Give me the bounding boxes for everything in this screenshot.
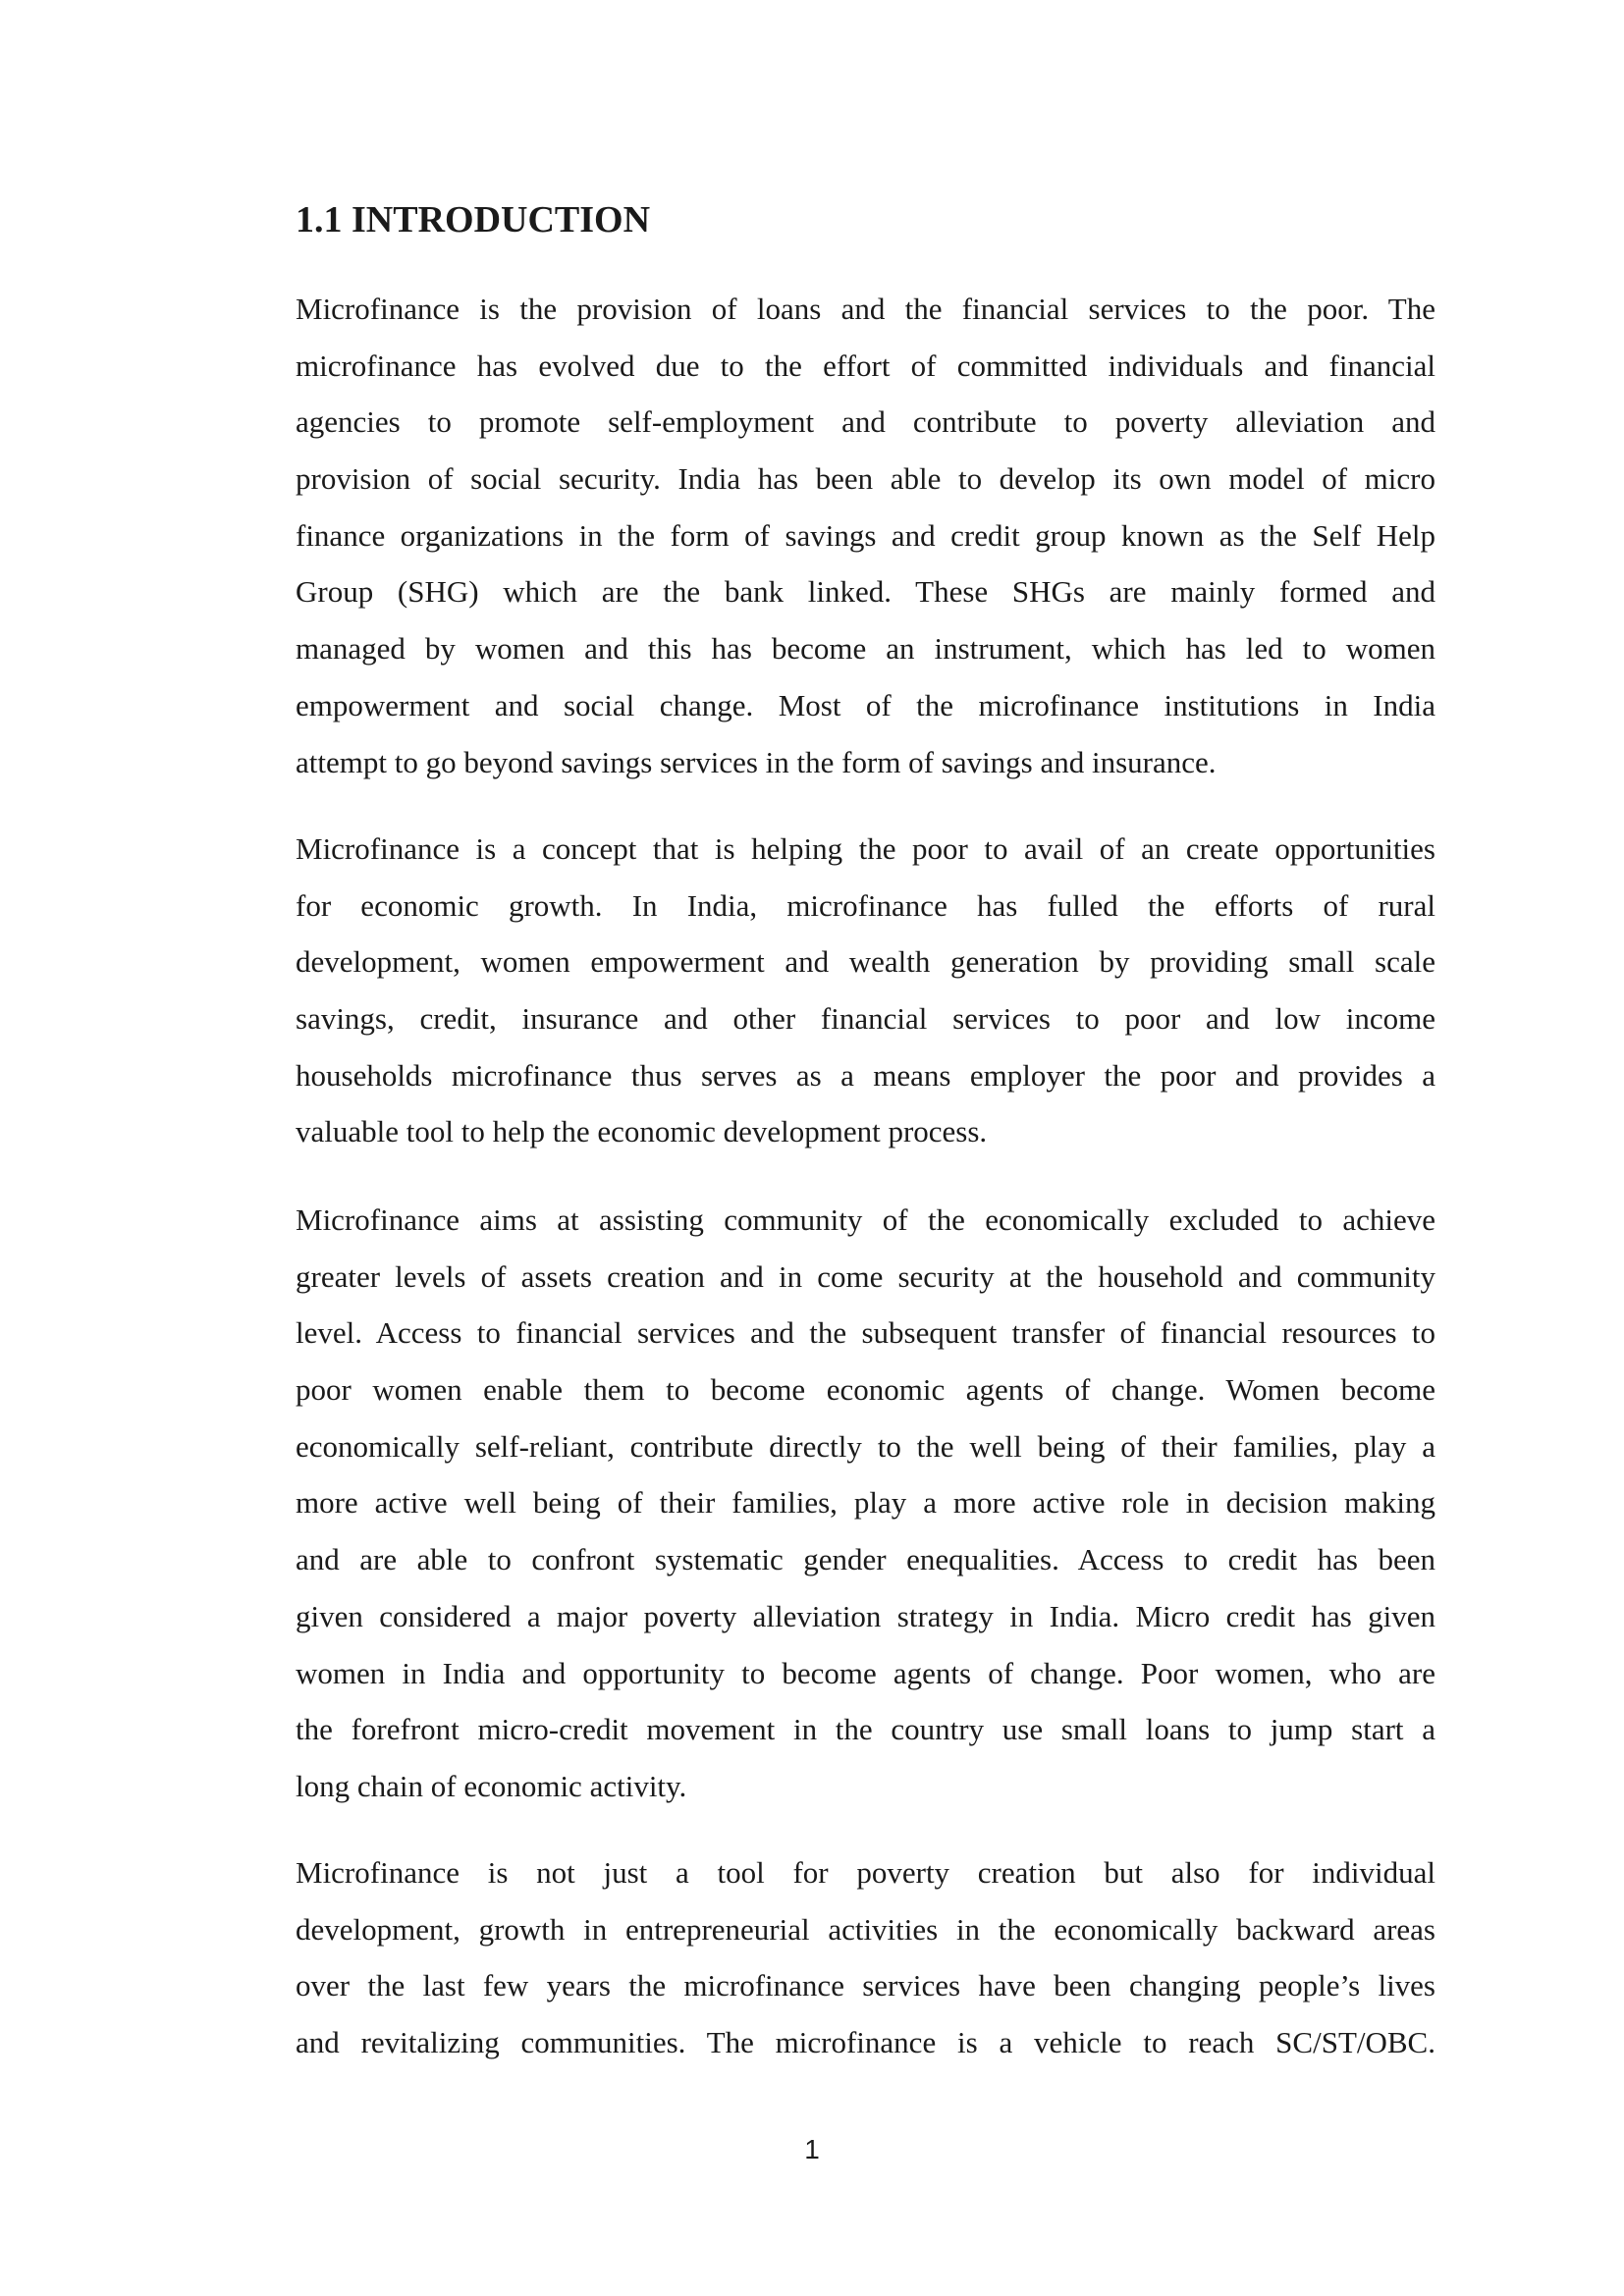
paragraph-2 (296, 821, 1435, 1160)
paragraph-4 (296, 1844, 1435, 2071)
paragraph-line: long chain of economic activity. (296, 1768, 687, 1803)
paragraph-line: greater levels of assets creation and in come security at the household and community (296, 1258, 1435, 1294)
paragraph-line: savings, credit, insurance and other financial services to poor and low income (296, 1001, 1435, 1037)
paragraph-line: households microfinance thus serves as a means employer the poor and provides a (296, 1057, 1435, 1093)
paragraph-line: Microfinance is not just a tool for poverty creation but also for individual (296, 1855, 1435, 1890)
paragraph-line: and revitalizing communities. The microfinance is a vehicle to reach SC/ST/OBC. (296, 2025, 1435, 2060)
paragraph-line: over the last few years the microfinance services have been changing people’s lives (296, 1968, 1435, 2003)
paragraph-line: poor women enable them to become economic agents of change. Women become (296, 1372, 1435, 1408)
paragraph-line: empowerment and social change. Most of the microfinance institutions in India (296, 687, 1435, 722)
paragraph-line: the forefront micro-credit movement in the country use small loans to jump start a (296, 1712, 1435, 1747)
page-number: 1 (804, 2134, 820, 2164)
paragraph-line: microfinance has evolved due to the effort of committed individuals and financial (296, 347, 1435, 383)
paragraph-line: Microfinance is the provision of loans and the financial services to the poor. The (296, 292, 1435, 326)
paragraph-line: attempt to go beyond savings services in the form of savings and insurance. (296, 744, 1217, 779)
paragraph-line: agencies to promote self-employment and contribute to poverty alleviation and (296, 404, 1435, 440)
paragraph-line: level. Access to financial services and the subsequent transfer of financial resources to (296, 1315, 1435, 1351)
paragraph-line: Group (SHG) which are the bank linked. These SHGs are mainly formed and (296, 574, 1435, 610)
paragraph-line: development, women empowerment and wealth generation by providing small scale (296, 944, 1435, 980)
paragraph-line: Microfinance is a concept that is helping the poor to avail of an create opportunities (296, 831, 1435, 866)
paragraph-line: valuable tool to help the economic development process. (296, 1114, 988, 1149)
paragraph-line: managed by women and this has become an instrument, which has led to women (296, 631, 1435, 667)
paragraph-line: Microfinance aims at assisting community of the economically excluded to achieve (296, 1202, 1435, 1237)
paragraph-line: for economic growth. In India, microfinance has fulled the efforts of rural (296, 887, 1435, 923)
paragraph-line: and are able to confront systematic gender enequalities. Access to credit has been (296, 1542, 1435, 1577)
paragraph-line: development, growth in entrepreneurial activities in the economically backward areas (296, 1911, 1435, 1947)
paragraph-line: given considered a major poverty alleviation strategy in India. Micro credit has given (296, 1598, 1435, 1633)
paragraph-line: women in India and opportunity to become agents of change. Poor women, who are (296, 1655, 1435, 1690)
paragraph-line: more active well being of their families, play a more active role in decision making (296, 1485, 1435, 1521)
paragraph-1 (296, 281, 1435, 790)
paragraph-line: finance organizations in the form of savings and credit group known as the Self Help (296, 517, 1435, 553)
paragraph-3 (296, 1192, 1435, 1815)
section-heading: 1.1 INTRODUCTION (296, 199, 651, 240)
paragraph-line: economically self-reliant, contribute directly to the well being of their families, play a (296, 1428, 1435, 1464)
paragraph-line: provision of social security. India has been able to develop its own model of micro (296, 461, 1435, 497)
